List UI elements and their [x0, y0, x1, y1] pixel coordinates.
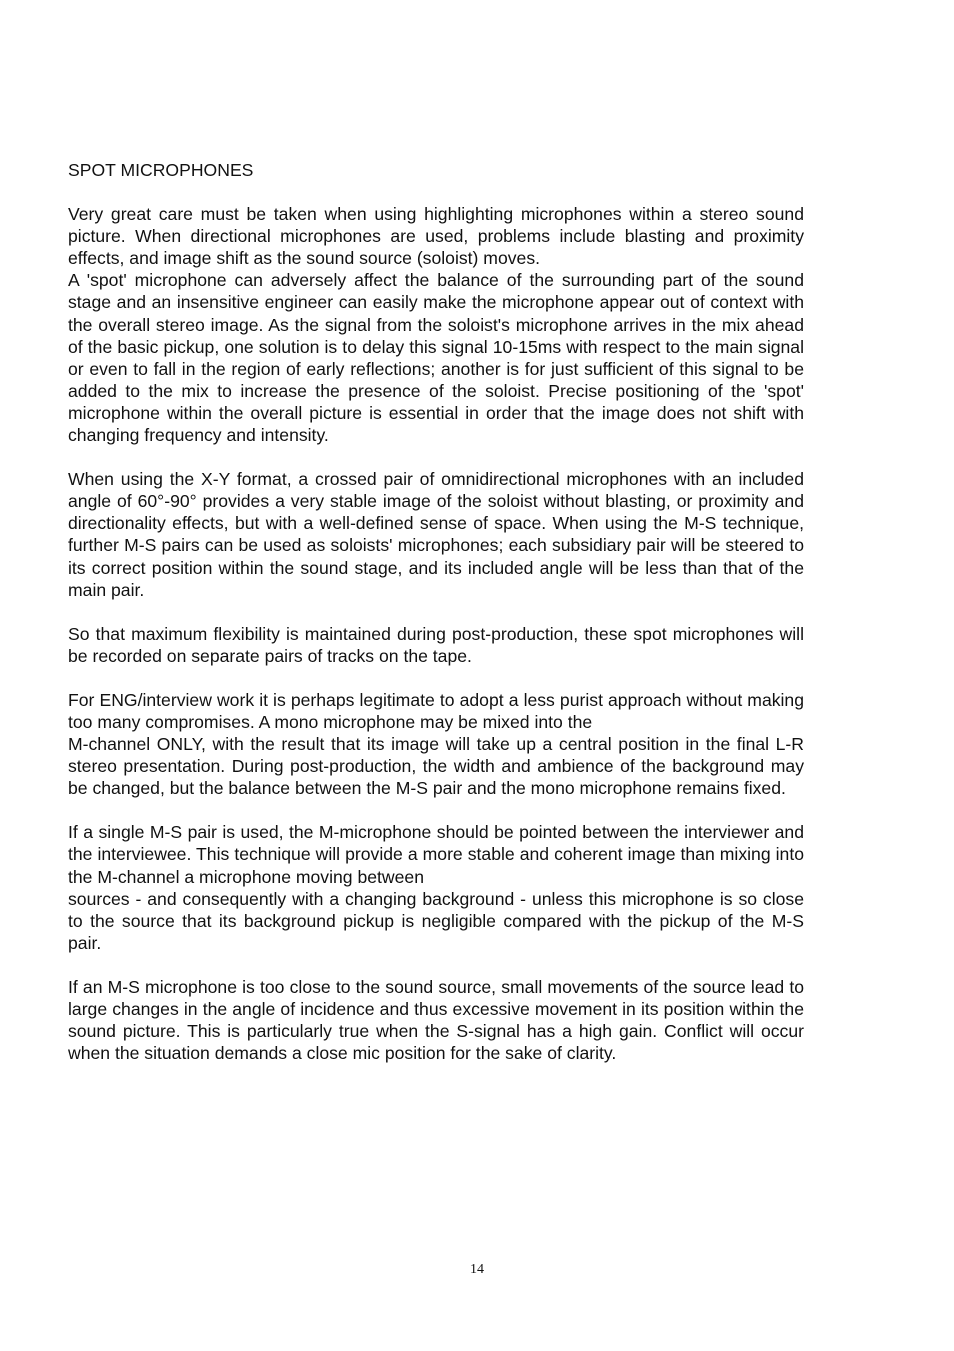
paragraph-changing-background: sources - and consequently with a changing background - unless this microphone is so close to the source that its background pickup is negligible compared with the pickup of the M-S pair.: [68, 888, 804, 953]
section-heading: SPOT MICROPHONES: [68, 160, 254, 180]
paragraph-eng-interview: For ENG/interview work it is perhaps legitimate to adopt a less purist approach without making too many compromises. A mono microphone may be mixed into the: [68, 689, 804, 732]
paragraph-post-production: So that maximum flexibility is maintained during post-production, these spot microphones will be recorded on separate pairs of tracks on the tape.: [68, 623, 804, 666]
document-page: [68, 159, 804, 1086]
paragraph-single-ms-pair: If a single M-S pair is used, the M-microphone should be pointed between the interviewer and the interviewee. This technique will provide a more stable and coherent image than mixing into the M-channel a microphone moving between: [68, 822, 804, 887]
page-number: 14: [470, 1262, 484, 1277]
paragraph-care-with-spot-mics: Very great care must be taken when using highlighting microphones within a stereo sound picture. When directional microphones are used, problems include blasting and proximity effects, and image shift as the sound source (soloist) moves.: [68, 204, 804, 269]
paragraph-m-channel-only: M-channel ONLY, with the result that its image will take up a central position in the final L-R stereo presentation. During post-production, the width and ambience of the background may be changed, but the balance between the M-S pair and the mono microphone remains fixed.: [68, 734, 804, 799]
paragraph-xy-format: When using the X-Y format, a crossed pair of omnidirectional microphones with an included angle of 60°-90° provides a very stable image of the soloist without blasting, or proximity and directionality effects, but with a well-defined sense of space. When using the M-S technique, further M-S pairs can be used as soloists' microphones; each subsidiary pair will be steered to its correct position within the sound stage, and its included angle will be less than that of the main pair.: [68, 469, 804, 600]
paragraph-ms-too-close: If an M-S microphone is too close to the sound source, small movements of the source lead to large changes in the angle of incidence and thus excessive movement in its position within the sound picture. This is particularly true when the S-signal has a high gain. Conflict will occur when the situation demands a close mic position for the sake of clarity.: [68, 976, 804, 1064]
paragraph-spot-mic-balance: A 'spot' microphone can adversely affect the balance of the surrounding part of the sound stage and an insensitive engineer can easily make the microphone appear out of context with the overall stereo image. As the signal from the soloist's microphone arrives in the mix ahead of the basic pickup, one solution is to delay this signal 10-15ms with respect to the main signal or even to fall in the region of early reflections; another is for just sufficient of this signal to be added to the mix to increase the presence of the soloist. Precise positioning of the 'spot' microphone within the overall picture is essential in order that the image does not shift with changing frequency and intensity.: [68, 270, 804, 446]
